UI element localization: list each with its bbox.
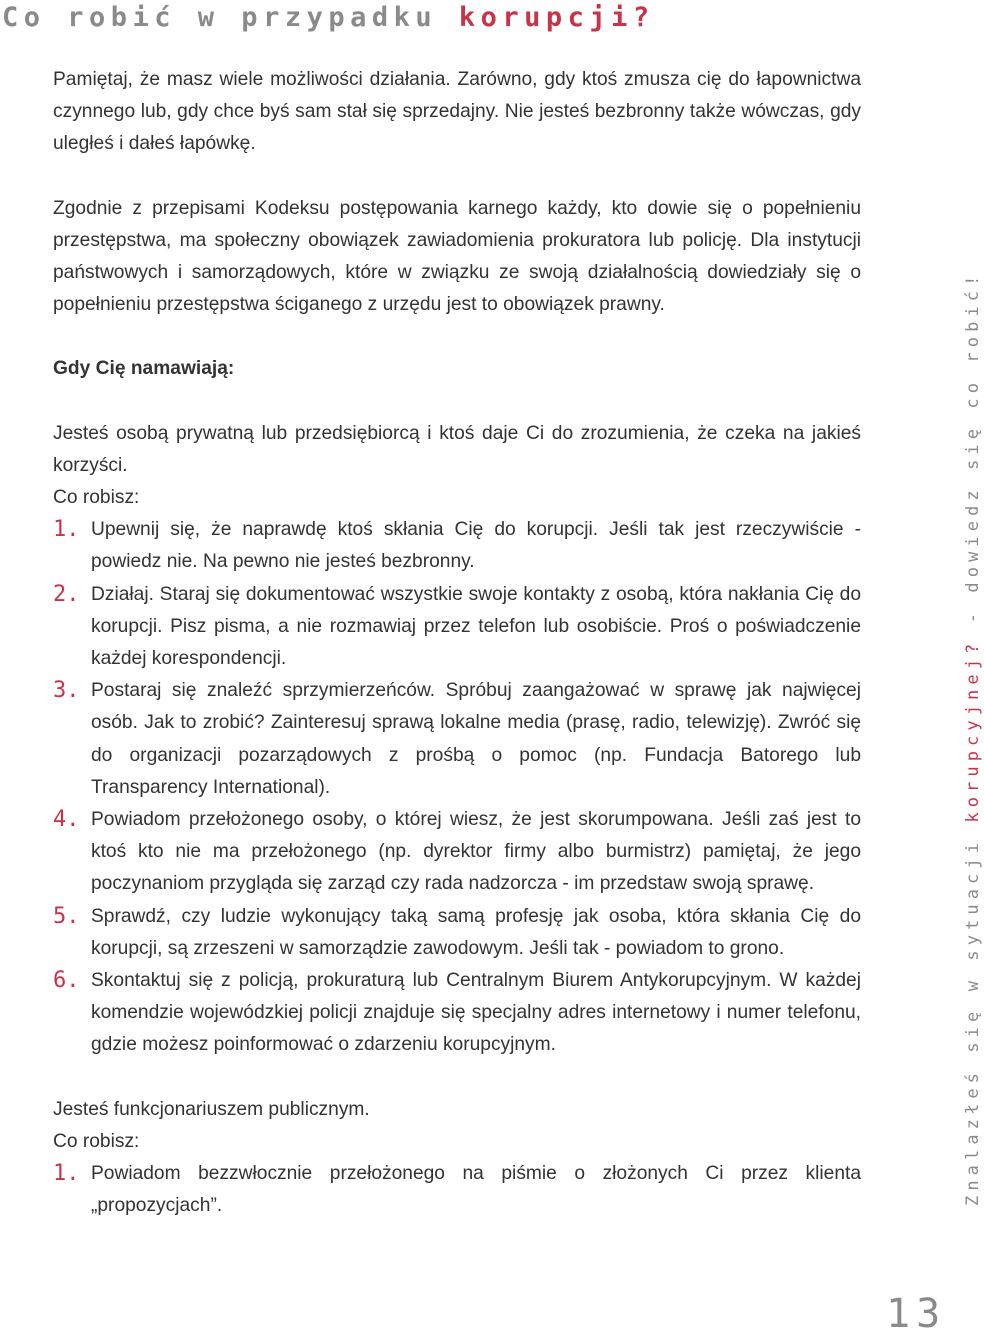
list-item <box>53 901 861 965</box>
step-text: Upewnij się, że naprawdę ktoś skłania Cię do korupcji. Jeśli tak jest rzeczywiście - powiedz nie. Na pewno nie jesteś bezbronny. <box>91 519 861 573</box>
step-number: 1. <box>53 1161 80 1187</box>
private-person-situation: Jesteś osobą prywatną lub przedsiębiorcą i ktoś daje Ci do zrozumienia, że czeka na jakieś korzyści. <box>53 422 861 476</box>
sidebar-accent: korupcyjnej? <box>963 638 983 823</box>
public-official-situation: Jesteś funkcjonariuszem publicznym. <box>53 1098 370 1120</box>
list-item <box>53 579 861 676</box>
public-official-what-to-do: Co robisz: <box>53 1130 140 1152</box>
private-person-steps <box>53 514 861 1061</box>
list-item <box>53 514 861 578</box>
step-text: Skontaktuj się z policją, prokuraturą lub Centralnym Biurem Antykorupcyjnym. W każdej komendzie wojewódzkiej policji znajduje się specjalny adres internetowy i numer telefonu, gdzie możesz poinformować o zdarzeniu korupcyjnym. <box>91 970 861 1056</box>
page-title-accent: korupcji? <box>458 2 655 33</box>
step-number: 3. <box>53 678 80 704</box>
step-text: Powiadom bezzwłocznie przełożonego na piśmie o złożonych Ci przez klienta „propozycjach”. <box>91 1163 861 1217</box>
step-text: Powiadom przełożonego osoby, o której wiesz, że jest skorumpowana. Jeśli zaś jest to ktoś kto nie ma przełożonego (np. dyrektor firmy albo burmistrz) pamiętaj, że jego poczynaniom przygląda się zarząd czy rada nadzorcza - im przedstaw swoją sprawę. <box>91 809 861 895</box>
private-person-what-to-do: Co robisz: <box>53 487 140 509</box>
main-content <box>53 64 861 1223</box>
step-number: 1. <box>53 517 80 543</box>
step-number: 4. <box>53 807 80 833</box>
sidebar-text-after: - dowiedz się co robić! <box>963 270 983 639</box>
law-paragraph: Zgodnie z przepisami Kodeksu postępowania karnego każdy, kto dowie się o popełnieniu przestępstwa, ma społeczny obowiązek zawiadomienia prokuratora lub policję. Dla instytucji państwowych i samorządowych, które w związku ze swoją działalnością dowiedziały się o popełnieniu przestępstwa ściganego z urzędu jest to obowiązek prawny. <box>53 197 861 316</box>
step-text: Sprawdź, czy ludzie wykonujący taką samą profesję jak osoba, która skłania Cię do korupcji, są zrzeszeni w samorządzie zawodowym. Jeśli tak - powiadom to grono. <box>91 905 861 959</box>
step-number: 2. <box>53 581 80 607</box>
section-heading: Gdy Cię namawiają: <box>53 358 235 380</box>
intro-paragraph: Pamiętaj, że masz wiele możliwości działania. Zarówno, gdy ktoś zmusza cię do łapownictwa czynnego lub, gdy chce byś sam stał się sprzedajny. Nie jesteś bezbronny także wówczas, gdy uległeś i dałeś łapówkę. <box>53 69 861 155</box>
public-official-steps <box>53 1158 861 1222</box>
list-item <box>53 965 861 1062</box>
list-item <box>53 804 861 901</box>
page-title-main: Co robić w przypadku <box>2 2 459 33</box>
page-number: 13 <box>886 1291 947 1337</box>
step-number: 5. <box>53 903 80 929</box>
sidebar-text-before: Znalazłeś się w sytuacji <box>963 822 983 1206</box>
step-text: Postaraj się znaleźć sprzymierzeńców. Spróbuj zaangażować w sprawę jak najwięcej osób. Jak to zrobić? Zainteresuj sprawą lokalne media (prasę, radio, telewizję). Zwróć się do organizacji pozarządowych z prośbą o pomoc (np. Fundacja Batorego lub Transparency International). <box>91 680 861 798</box>
list-item <box>53 1158 861 1222</box>
step-number: 6. <box>53 968 80 994</box>
list-item <box>53 675 861 804</box>
step-text: Działaj. Staraj się dokumentować wszystkie swoje kontakty z osobą, która nakłania Cię do korupcji. Pisz pisma, a nie rozmawiaj przez telefon lub osobiście. Proś o poświadczenie każdej korespondencji. <box>91 583 861 670</box>
page-title <box>2 0 655 38</box>
sidebar-slogan <box>962 271 984 1206</box>
